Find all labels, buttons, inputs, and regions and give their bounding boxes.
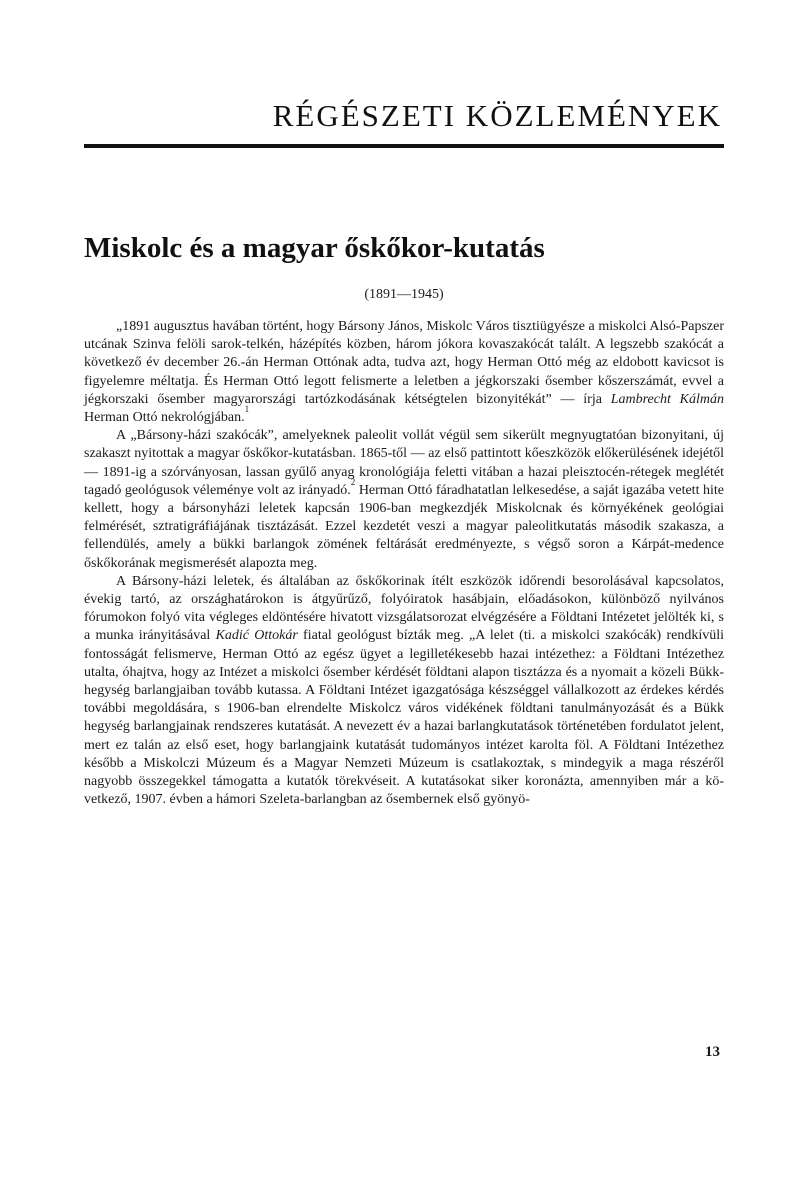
text-run: A Bársony-házi leletek, és általában az őskőkorinak ítélt eszközök időrendi besorolásával kapcsolatos, évekig tartó, az országhatárokon is átgyűrűző, folyóiratok hasábjain, előadásokon, különböző nyilvános fórumokon folyó vita végleges eldöntésére hivatott vizsgálatsorozat elvégzésére a Földtani Intézetet jelölték ki, s a munka irányitásával (84, 573, 724, 644)
article-dates: (1891—1945) (364, 287, 444, 302)
page-number: 13 (705, 1044, 720, 1060)
paragraph (84, 427, 724, 573)
footnote-ref: 2 (350, 476, 356, 487)
article-title: Miskolc és a magyar őskőkor-kutatás (84, 232, 545, 264)
header-divider (84, 144, 724, 148)
text-run: fiatal geológust bízták meg. „A lelet (ti. a miskolci szakócák) rendkívüli fontosságát felismerve, Herman Ottó az egész ügyet a legilletékesebb hazai intézethez: a Földtani Intézethez utalta, óhajtva, hogy az Intézet a miskolci ősember kérdését földtani alapon tisztázza és a nyomait a közeli Bükk-hegység barlangjaiban tovább kutassa. A Földtani Intézet igazgatósága készséggel vállalkozott az érdekes kérdés további megoldására, s 1906-ban elrendelte Miskolcz város vidékének földtani tanulmányozását és a Bükk hegység barlangjainak rendszeres kutatását. A nevezett év a hazai barlangkutatások történetében fordulatot jelent, mert ez talán az első eset, hogy barlangjaink kutatását tudományos intézet karolta föl. A Földtani Intézethez később a Miskolczi Múzeum és a Magyar Nemzeti Múzeum is csatlakoztak, s mindegyik a maga részéről nagyobb összegekkel támogatta a kutatók törekvéseit. A kutatásokat siker koronázta, amennyiben már a következő, 1907. évben a hámori Szeleta-barlangban az ősembernek első gyönyö- (84, 628, 725, 808)
section-header-title: RÉGÉSZETI KÖZLEMÉNYEK (272, 98, 722, 133)
text-run: A „Bársony-házi szakócák”, amelyeknek paleolit vollát végül sem sikerült megnyugtatóan bizonyitani, új szakaszt nyitottak a magyar őskőkor-kutatásban. 1865-től — az első pattintott kőeszközök előkerülésének idejétől — 1891-ig a szórványosan, lassan gyűlő anyag kronológiája feletti vitában a hazai pleisztocén-rétegek meglétét tagadó geológusok véleménye volt az irányadó. (84, 428, 724, 498)
paragraph (84, 318, 724, 427)
italic-name: Kadić Ottokár (215, 628, 298, 644)
article-body (84, 318, 724, 809)
text-run: „1891 augusztus havában történt, hogy Bársony János, Miskolc Város tisztiügyésze a miskolci Alsó-Papszer utcának Szinva felöli sarok-telkén, házépítés közben, három jókora kovaszakócát talált. A legszebb szakócát a következő év december 26.-án Herman Ottónak adta, tudva azt, hogy Herman Ottó még az eldobott kavicsot is figyelemre méltatja. És Herman Ottó legott felismerte a leletben a jégkorszaki ősember kőszerszámát, evvel a jégkorszaki ősember magyarországi tartózkodásának kétségtelen bizonyitékát” — írja (84, 319, 724, 407)
footnote-ref: 1 (244, 404, 250, 415)
text-run: Herman Ottó nekrológjában. (84, 410, 245, 426)
italic-name: Lambrecht Kálmán (610, 391, 724, 407)
paragraph (84, 573, 724, 810)
text-run: Herman Ottó fáradhatatlan lelkesedése, a saját igazába vetett hite kellett, hogy a bársonyházi leletek kapcsán 1906-ban megkezdjék Miskolcnak és környékének geológiai felmérését, sztratigráfiájának tisztázását. Ezzel kezdetét veszi a magyar paleolitkutatás második szakasza, a fellendülés, amely a bükki barlangok zömének feltárását eredményezte, s végső soron a Kárpát-medence őskőkorának megismerését alapozta meg. (84, 482, 724, 571)
